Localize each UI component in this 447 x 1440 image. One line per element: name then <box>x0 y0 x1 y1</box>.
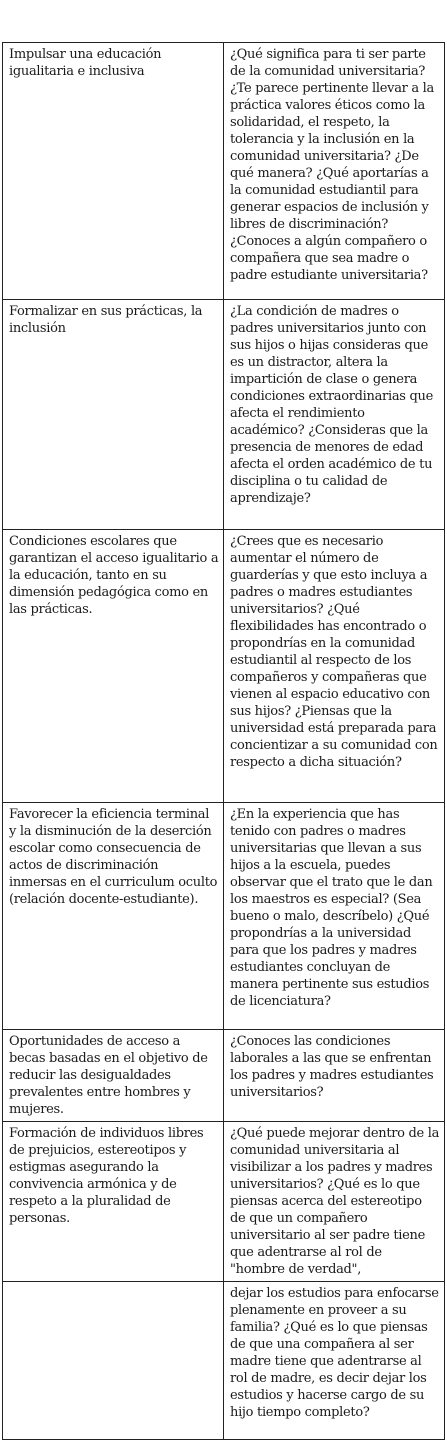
questions-cell: ¿Conoces las condiciones laborales a las que se enfrentan los padres y madres estudiantes universitarios? <box>224 1030 445 1122</box>
criteria-questions-table <box>2 42 445 1440</box>
table-row <box>3 1030 445 1122</box>
table-row <box>3 1122 445 1282</box>
table-row <box>3 43 445 300</box>
criterion-cell: Formación de individuos libres de prejuicios, estereotipos y estigmas asegurando la convivencia armónica y de respeto a la pluralidad de personas. <box>3 1122 224 1282</box>
table-row <box>3 300 445 530</box>
criterion-cell: Condiciones escolares que garantizan el acceso igualitario a la educación, tanto en su dimensión pedagógica como en las prácticas. <box>3 530 224 803</box>
criterion-cell: Formalizar en sus prácticas, la inclusión <box>3 300 224 530</box>
questions-cell: ¿En la experiencia que has tenido con padres o madres universitarias que llevan a sus hijos a la escuela, puedes observar que el trato que le dan los maestros es especial? (Sea bueno o malo, descríbelo) ¿Qué propondrías a la universidad para que los padres y madres estudiantes concluyan de manera pertinente sus estudios de licenciatura? <box>224 803 445 1030</box>
questions-cell: ¿La condición de madres o padres universitarios junto con sus hijos o hijas consideras que es un distractor, altera la impartición de clase o genera condiciones extraordinarias que afecta el rendimiento académico? ¿Consideras que la presencia de menores de edad afecta el orden académico de tu disciplina o tu calidad de aprendizaje? <box>224 300 445 530</box>
questions-cell: ¿Qué significa para ti ser parte de la comunidad universitaria? ¿Te parece pertinente llevar a la práctica valores éticos como la solidaridad, el respeto, la tolerancia y la inclusión en la comunidad universitaria? ¿De qué manera? ¿Qué aportarías a la comunidad estudiantil para generar espacios de inclusión y libres de discriminación? ¿Conoces a algún compañero o compañera que sea madre o padre estudiante universitaria? <box>224 43 445 300</box>
criterion-cell: Favorecer la eficiencia terminal y la disminución de la deserción escolar como consecuencia de actos de discriminación inmersas en el curriculum oculto (relación docente-estudiante). <box>3 803 224 1030</box>
table-row <box>3 803 445 1030</box>
criterion-cell: Impulsar una educación igualitaria e inclusiva <box>3 43 224 300</box>
criterion-cell: Oportunidades de acceso a becas basadas en el objetivo de reducir las desigualdades prevalentes entre hombres y mujeres. <box>3 1030 224 1122</box>
table-row <box>3 1282 445 1440</box>
questions-cell: dejar los estudios para enfocarse plenamente en proveer a su familia? ¿Qué es lo que piensas de que una compañera al ser madre tiene que adentrarse al rol de madre, es decir dejar los estudios y hacerse cargo de su hijo tiempo completo? <box>224 1282 445 1440</box>
criterion-cell <box>3 1282 224 1440</box>
table-row <box>3 530 445 803</box>
questions-cell: ¿Qué puede mejorar dentro de la comunidad universitaria al visibilizar a los padres y madres universitarios? ¿Qué es lo que piensas acerca del estereotipo de que un compañero universitario al ser padre tiene que adentrarse al rol de "hombre de verdad", <box>224 1122 445 1282</box>
questions-cell: ¿Crees que es necesario aumentar el número de guarderías y que esto incluya a padres o madres estudiantes universitarios? ¿Qué flexibilidades has encontrado o propondrías en la comunidad estudiantil al respecto de los compañeros y compañeras que vienen al espacio educativo con sus hijos? ¿Piensas que la universidad está preparada para concientizar a su comunidad con respecto a dicha situación? <box>224 530 445 803</box>
